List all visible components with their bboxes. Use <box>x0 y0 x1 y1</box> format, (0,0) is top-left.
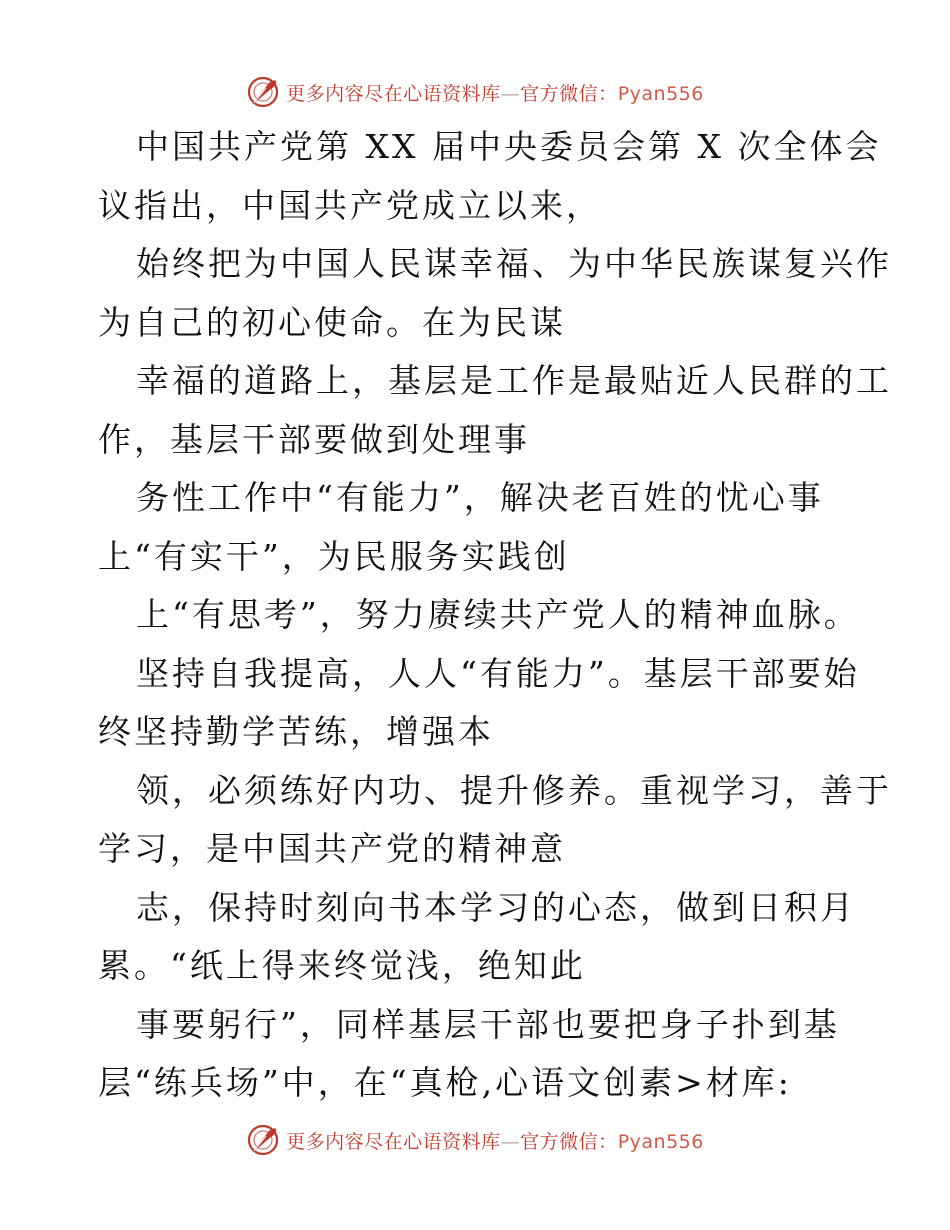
text-line: 为自己的初心使命。在为民谋 <box>98 302 566 342</box>
text-line: 层“练兵场”中，在“真枪,心语文创素>材库: <box>98 1063 792 1102</box>
text-line: 事要躬行”，同样基层干部也要把身子扑到基 <box>136 1004 840 1044</box>
watermark-wechat-label: 官方微信： <box>520 82 618 105</box>
footer-watermark <box>0 1120 950 1160</box>
text-line: 务性工作中“有能力”，解决老百姓的忧心事 <box>136 478 824 517</box>
document-body <box>98 118 892 1113</box>
text-line: 作，基层干部要做到处理事 <box>98 419 530 459</box>
watermark-main-text: 更多内容尽在心语资料库 <box>286 1130 501 1153</box>
watermark-separator: — <box>500 1130 521 1153</box>
text-line: 学习，是中国共产党的精神意 <box>98 829 566 868</box>
header-watermark <box>0 72 950 112</box>
text-line: 中国共产党第 XX 届中央委员会第 X 次全体会 <box>136 127 882 166</box>
quill-logo-icon <box>246 75 280 109</box>
text-line: 上“有实干”，为民服务实践创 <box>98 536 570 576</box>
text-line: 领，必须练好内功、提升修养。重视学习，善于 <box>136 770 892 810</box>
watermark-text <box>286 79 704 106</box>
text-line: 幸福的道路上，基层是工作是最贴近人民群的工 <box>136 361 892 400</box>
text-line: 议指出，中国共产党成立以来， <box>98 185 602 225</box>
watermark-main-text: 更多内容尽在心语资料库 <box>286 82 501 105</box>
text-line: 累。“纸上得来终觉浅，绝知此 <box>98 946 586 985</box>
watermark-wechat-label: 官方微信： <box>520 1130 618 1153</box>
watermark-wechat-id: Pyan556 <box>617 82 704 105</box>
text-line: 坚持自我提高，人人“有能力”。基层干部要始 <box>136 653 860 693</box>
text-line: 志，保持时刻向书本学习的心态，做到日积月 <box>136 887 856 927</box>
text-line: 始终把为中国人民谋幸福、为中华民族谋复兴作 <box>136 244 892 283</box>
text-line: 终坚持勤学苦练，增强本 <box>98 712 494 751</box>
quill-logo-icon <box>246 1123 280 1157</box>
watermark-separator: — <box>500 82 521 105</box>
text-line: 上“有思考”，努力赓续共产党人的精神血脉。 <box>136 595 860 634</box>
watermark-wechat-id: Pyan556 <box>617 1130 704 1153</box>
watermark-text <box>286 1127 704 1154</box>
